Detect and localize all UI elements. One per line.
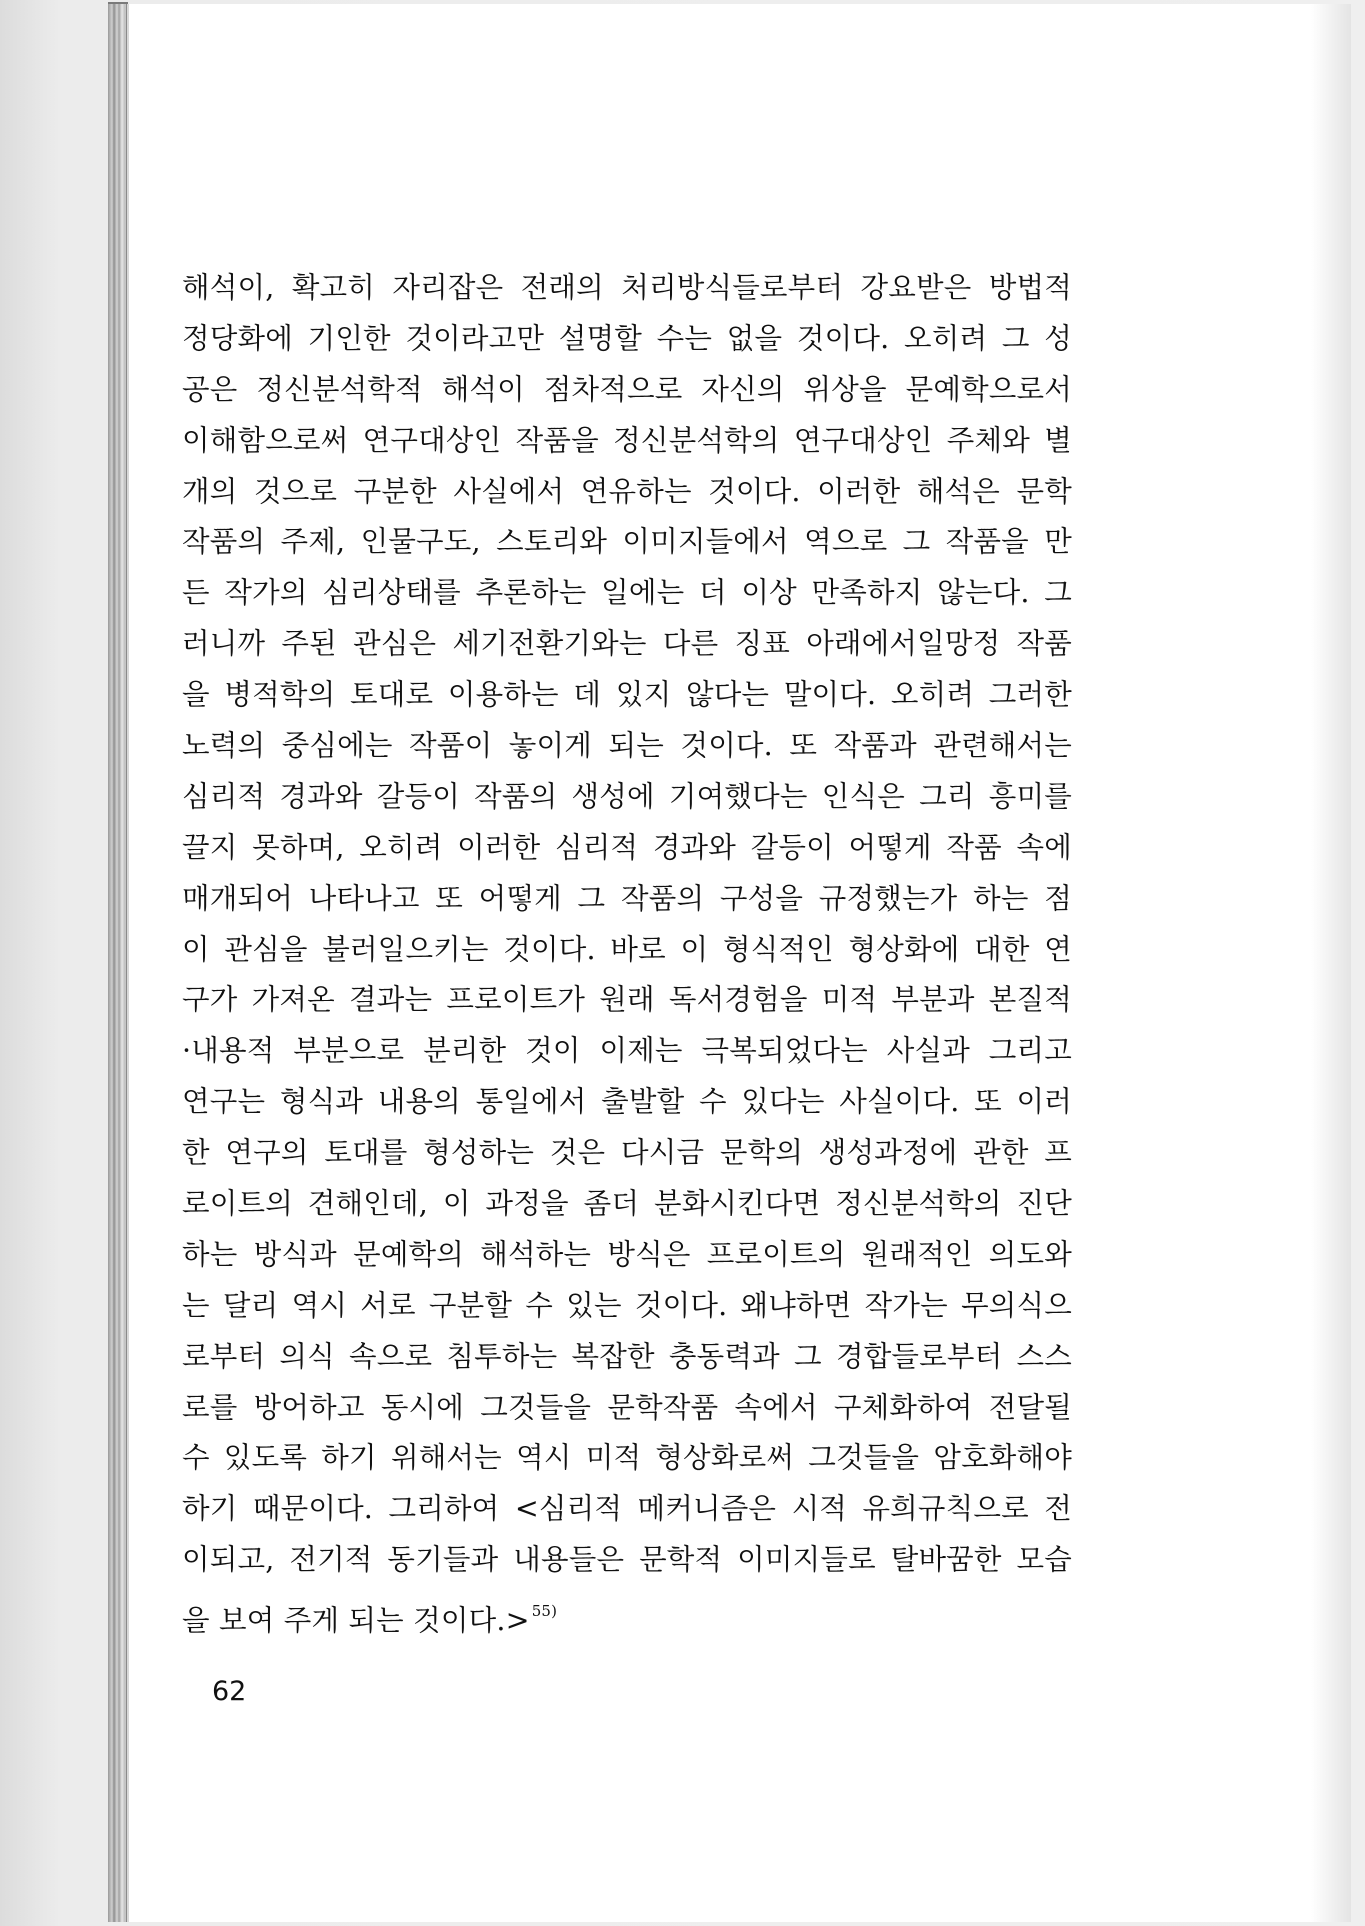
text-line: 연구는 형식과 내용의 통일에서 출발할 수 있다는 사실이다. 또 이러 [182, 1085, 1072, 1119]
text-line: 수 있도록 하기 위해서는 역시 미적 형상화로써 그것들을 암호화해야 [182, 1441, 1072, 1475]
text-line: 한 연구의 토대를 형성하는 것은 다시금 문학의 생성과정에 관한 프 [182, 1136, 1072, 1170]
footnote-marker: 55) [531, 1602, 558, 1621]
text-line: 심리적 경과와 갈등이 작품의 생성에 기여했다는 인식은 그리 흥미를 [182, 779, 1072, 813]
body-paragraph [182, 263, 1072, 1637]
text-line: 노력의 중심에는 작품이 놓이게 되는 것이다. 또 작품과 관련해서는 [182, 729, 1072, 763]
text-line: 로부터 의식 속으로 침투하는 복잡한 충동력과 그 경합들로부터 스스 [182, 1339, 1072, 1373]
text-line: 정당화에 기인한 것이라고만 설명할 수는 없을 것이다. 오히려 그 성 [182, 321, 1072, 355]
text-line: ·내용적 부분으로 분리한 것이 이제는 극복되었다는 사실과 그리고 [182, 1034, 1072, 1068]
text-line: 작품의 주제, 인물구도, 스토리와 이미지들에서 역으로 그 작품을 만 [182, 525, 1072, 559]
text-line: 하는 방식과 문예학의 해석하는 방식은 프로이트의 원래적인 의도와 [182, 1237, 1072, 1271]
text-line: 러니까 주된 관심은 세기전환기와는 다른 징표 아래에서일망정 작품 [182, 627, 1072, 661]
text-line: 구가 가져온 결과는 프로이트가 원래 독서경험을 미적 부분과 본질적 [182, 983, 1072, 1017]
page-number: 62 [212, 1676, 247, 1707]
text-line: 매개되어 나타나고 또 어떻게 그 작품의 구성을 규정했는가 하는 점 [182, 881, 1072, 915]
text-line-last-content: 을 보여 주게 되는 것이다.> [182, 1604, 530, 1638]
text-line: 공은 정신분석학적 해석이 점차적으로 자신의 위상을 문예학으로서 [182, 372, 1072, 406]
text-line: 해석이, 확고히 자리잡은 전래의 처리방식들로부터 강요받은 방법적 [182, 271, 1072, 304]
text-line: 이해함으로써 연구대상인 작품을 정신분석학의 연구대상인 주체와 별 [182, 423, 1072, 457]
text-line: 개의 것으로 구분한 사실에서 연유하는 것이다. 이러한 해석은 문학 [182, 474, 1072, 508]
text-line-last [182, 1586, 1072, 1637]
text-line: 끌지 못하며, 오히려 이러한 심리적 경과와 갈등이 어떻게 작품 속에 [182, 830, 1072, 864]
page-gutter-shadow [1311, 4, 1351, 1922]
text-line: 을 병적학의 토대로 이용하는 데 있지 않다는 말이다. 오히려 그러한 [182, 678, 1072, 712]
text-line: 하기 때문이다. 그리하여 <심리적 메커니즘은 시적 유희규칙으로 전 [182, 1492, 1072, 1526]
text-line: 이 관심을 불러일으키는 것이다. 바로 이 형식적인 형상화에 대한 연 [182, 932, 1072, 966]
text-line: 든 작가의 심리상태를 추론하는 일에는 더 이상 만족하지 않는다. 그 [182, 576, 1072, 610]
text-line: 는 달리 역시 서로 구분할 수 있는 것이다. 왜냐하면 작가는 무의식으 [182, 1288, 1072, 1322]
page-stack-edge [108, 2, 128, 1922]
text-line: 로를 방어하고 동시에 그것들을 문학작품 속에서 구체화하여 전달될 [182, 1390, 1072, 1424]
text-line: 로이트의 견해인데, 이 과정을 좀더 분화시킨다면 정신분석학의 진단 [182, 1187, 1072, 1221]
text-line: 이되고, 전기적 동기들과 내용들은 문학적 이미지들로 탈바꿈한 모습 [182, 1543, 1072, 1577]
